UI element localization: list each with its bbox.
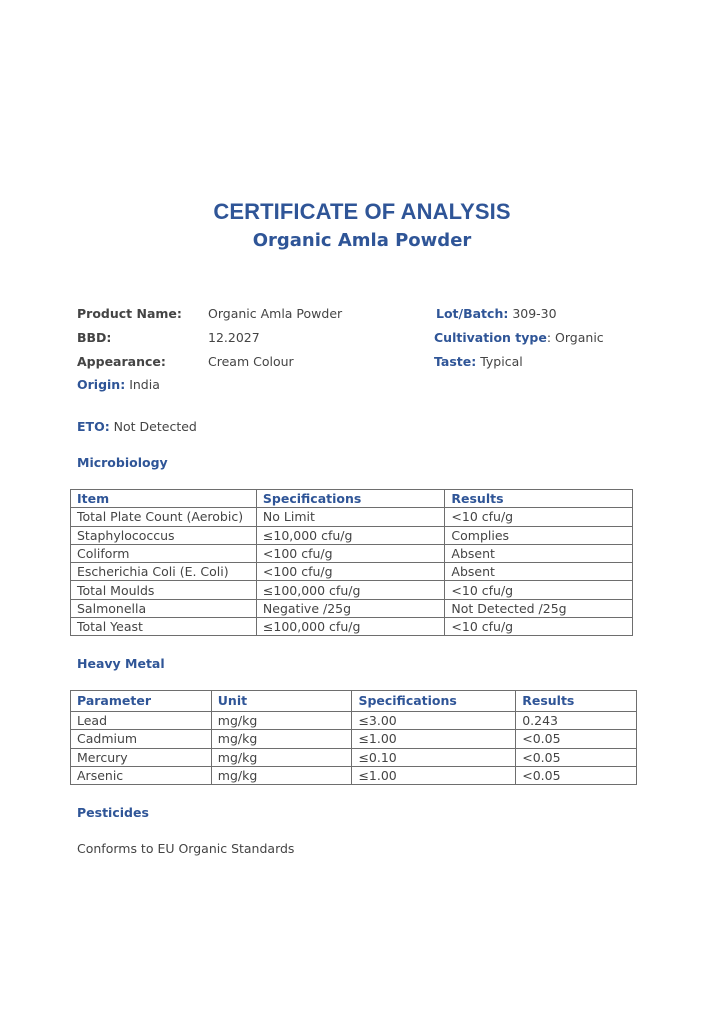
cell-specification: No Limit [256,508,444,526]
pesticides-heading: Pesticides [77,805,149,820]
table-row [71,618,633,636]
column-header-results: Results [445,490,633,508]
lot-batch-value: 309-30 [508,306,557,321]
table-row [71,544,633,562]
column-header-parameter: Parameter [71,691,212,712]
cell-specification: <100 cfu/g [256,563,444,581]
heavy-metal-heading: Heavy Metal [77,656,165,671]
cultivation-field [434,330,604,345]
cell-specification: Negative /25g [256,599,444,617]
cell-item: Salmonella [71,599,257,617]
lot-batch-label: Lot/Batch: [436,306,509,321]
cell-item: Escherichia Coli (E. Coli) [71,563,257,581]
column-header-item: Item [71,490,257,508]
product-name-label: Product Name: [77,306,182,321]
lot-batch-field [436,306,557,321]
pesticides-statement: Conforms to EU Organic Standards [77,841,295,856]
origin-field [77,377,160,392]
cell-result: <10 cfu/g [445,581,633,599]
taste-field [434,354,523,369]
bbd-label: BBD: [77,330,112,345]
cell-unit: mg/kg [211,712,352,730]
cell-result: Absent [445,563,633,581]
table-row [71,526,633,544]
eto-field [77,419,197,434]
microbiology-table [70,489,633,636]
product-subtitle: Organic Amla Powder [252,230,472,251]
eto-label: ETO: [77,419,110,434]
cell-result: Complies [445,526,633,544]
column-header-specifications: Specifications [352,691,516,712]
document-title: CERTIFICATE OF ANALYSIS [213,199,511,224]
cell-parameter: Mercury [71,748,212,766]
cell-item: Total Yeast [71,618,257,636]
table-row [71,730,637,748]
appearance-value: Cream Colour [208,354,294,369]
cell-specification: ≤0.10 [352,748,516,766]
origin-value: India [125,377,160,392]
cell-result: <0.05 [516,766,637,784]
bbd-value: 12.2027 [208,330,260,345]
taste-label: Taste: [434,354,477,369]
cell-result: <0.05 [516,730,637,748]
heavy-metal-table [70,690,637,785]
taste-value: Typical [476,354,523,369]
table-row [71,766,637,784]
cultivation-value: : Organic [546,330,604,345]
table-row [71,563,633,581]
cell-specification: ≤1.00 [352,730,516,748]
cell-item: Total Moulds [71,581,257,599]
cell-specification: <100 cfu/g [256,544,444,562]
cell-result: <10 cfu/g [445,508,633,526]
cell-item: Staphylococcus [71,526,257,544]
cell-parameter: Lead [71,712,212,730]
cell-specification: ≤1.00 [352,766,516,784]
cell-result: Not Detected /25g [445,599,633,617]
appearance-label: Appearance: [77,354,166,369]
cell-specification: ≤100,000 cfu/g [256,618,444,636]
table-row [71,508,633,526]
cell-result: 0.243 [516,712,637,730]
cell-specification: ≤100,000 cfu/g [256,581,444,599]
product-name-value: Organic Amla Powder [208,306,343,321]
eto-value: Not Detected [109,419,197,434]
column-header-results: Results [516,691,637,712]
microbiology-heading: Microbiology [77,455,168,470]
table-header-row [71,691,637,712]
cell-unit: mg/kg [211,766,352,784]
cell-result: Absent [445,544,633,562]
table-row [71,712,637,730]
cell-item: Coliform [71,544,257,562]
cell-specification: ≤3.00 [352,712,516,730]
column-header-specifications: Specifications [256,490,444,508]
column-header-unit: Unit [211,691,352,712]
cell-unit: mg/kg [211,730,352,748]
cell-parameter: Cadmium [71,730,212,748]
cell-parameter: Arsenic [71,766,212,784]
table-row [71,599,633,617]
cell-unit: mg/kg [211,748,352,766]
cell-result: <0.05 [516,748,637,766]
table-row [71,748,637,766]
cultivation-label: Cultivation type [434,330,547,345]
cell-result: <10 cfu/g [445,618,633,636]
cell-item: Total Plate Count (Aerobic) [71,508,257,526]
cell-specification: ≤10,000 cfu/g [256,526,444,544]
origin-label: Origin: [77,377,126,392]
table-row [71,581,633,599]
table-header-row [71,490,633,508]
